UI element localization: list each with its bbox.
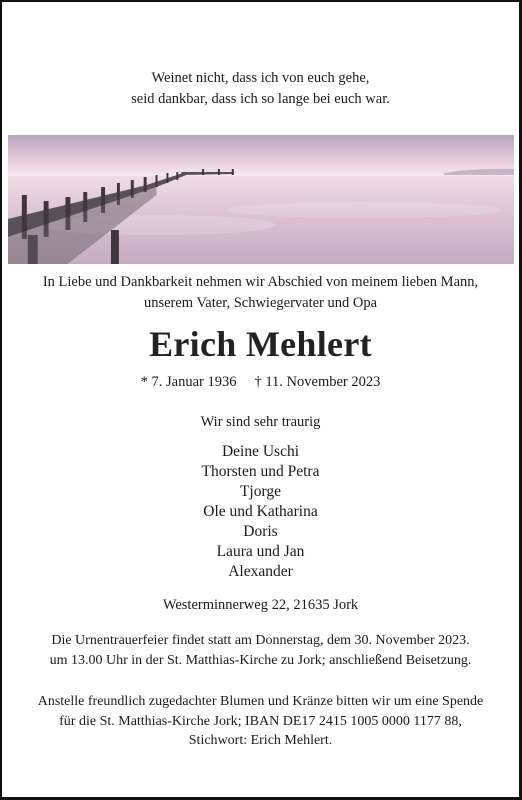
family-member: Alexander [228,563,293,580]
life-dates [2,372,519,392]
intro-line-2: unserem Vater, Schwiegervater und Opa [143,295,378,311]
intro-text [2,272,519,314]
poem-line-1: Weinet nicht, dass ich von euch gehe, [151,70,370,86]
death-date: † 11. November 2023 [254,374,381,390]
family-member: Thorsten und Petra [201,463,320,480]
donation-info [2,692,519,751]
family-list [2,442,519,582]
jetty-lake-image [8,135,514,264]
donation-line-2: für die St. Matthias-Kirche Jork; IBAN DE17 2415 1005 0000 1177 88, [59,713,462,729]
family-member: Ole und Katharina [203,503,318,520]
family-member: Tjorge [239,483,282,500]
donation-line-3: Stichwort: Erich Mehlert. [188,733,333,748]
jetty-lake-photo [8,135,514,264]
birth-date: * 7. Januar 1936 [140,374,237,390]
ceremony-line-1: Die Urnentrauerfeier findet statt am Donnerstag, dem 30. November 2023. [51,633,470,648]
ceremony-info [2,631,519,671]
poem [2,68,519,110]
mourning-line: Wir sind sehr traurig [200,414,321,430]
family-member: Deine Uschi [221,443,300,460]
intro-line-1: In Liebe und Dankbarkeit nehmen wir Abschied von meinem lieben Mann, [42,274,479,290]
family-member: Laura und Jan [216,543,305,560]
donation-line-1: Anstelle freundlich zugedachter Blumen und Kränze bitten wir um eine Spende [37,694,484,709]
poem-line-2: seid dankbar, dass ich so lange bei euch war. [131,91,390,107]
address: Westerminnerweg 22, 21635 Jork [162,597,359,613]
family-member: Doris [243,523,278,540]
ceremony-line-2: um 13.00 Uhr in der St. Matthias-Kirche zu Jork; anschließend Beisetzung. [49,653,472,668]
deceased-name: Erich Mehlert [149,324,372,364]
